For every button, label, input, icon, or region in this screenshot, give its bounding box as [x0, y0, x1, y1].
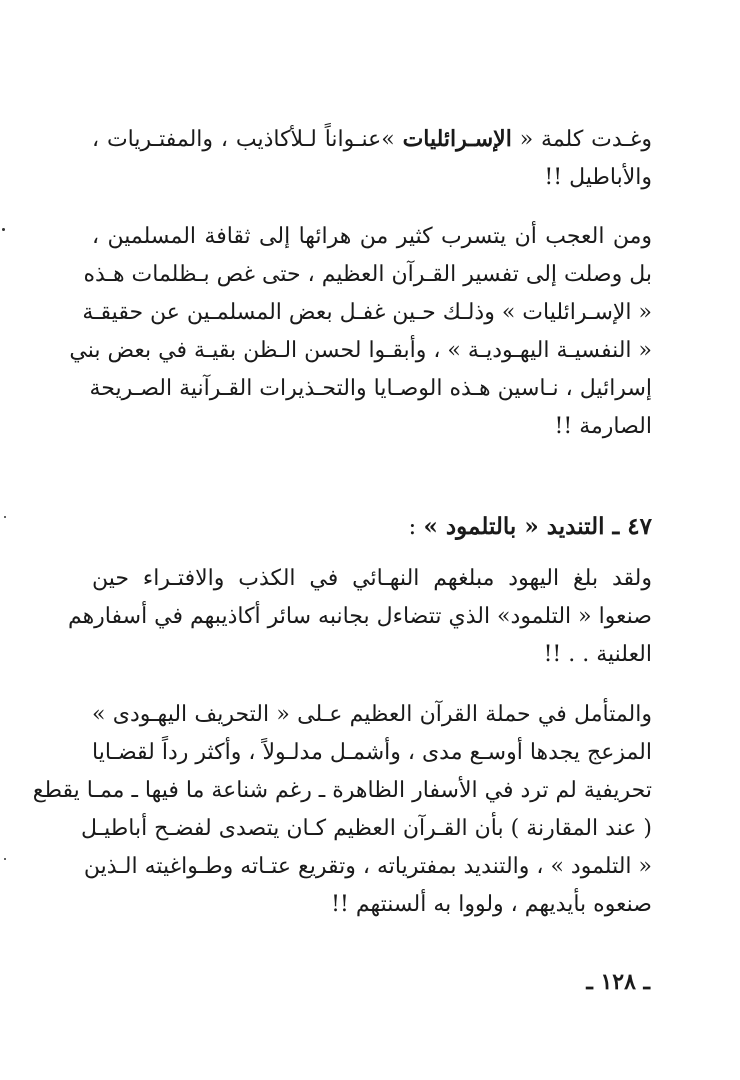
paragraph-3-line: ولقد بلغ اليهود مبلغهم النهـائي في الكذب والافتـراء حين [92, 566, 652, 591]
paragraph-1-line-1 [92, 120, 652, 159]
paragraph-2-line: ومن العجب أن يتسرب كثير من هرائها إلى ثقافة المسلمين ، [92, 224, 652, 249]
scan-speck [2, 228, 5, 231]
page-number: ـ ١٢٨ ـ [586, 969, 650, 995]
paragraph-2 [69, 218, 652, 446]
scan-speck [4, 858, 6, 860]
paragraph-4 [32, 696, 652, 924]
paragraph-3 [67, 560, 652, 674]
paragraph-1-line-1-pre: وغـدت كلمة « [519, 127, 652, 152]
paragraph-1 [92, 120, 652, 197]
paragraph-2-line: إسرائيل ، نـاسين هـذه الوصـايا والتحـذيرات القـرآنية الصـريحة [89, 376, 652, 401]
section-heading [408, 510, 652, 544]
paragraph-3-line: العلنية . . !! [543, 642, 652, 667]
paragraph-4-line: والمتأمل في حملة القرآن العظيم عـلى « التحريف اليهـودى » [92, 702, 652, 727]
paragraph-4-line: صنعوه بأيديهم ، ولووا به ألسنتهم !! [331, 892, 652, 917]
paragraph-3-line: صنعوا « التلمود» الذي تتضاءل بجانبه سائر أكاذيبهم في أسفارهم [67, 604, 652, 629]
paragraph-4-line: المزعج يجدها أوسـع مدى ، وأشمـل مدلـولاً ، وأكثر رداً لقضـايا [92, 740, 652, 765]
paragraph-4-line: تحريفية لم ترد في الأسفار الظاهرة ـ رغم شناعة ما فيها ـ ممـا يقطع [32, 778, 652, 803]
paragraph-4-line: ( عند المقارنة ) بأن القـرآن العظيم كـان يتصدى لفضـح أباطيـل [81, 816, 652, 841]
paragraph-1-line-1-post: »عنـواناً لـلأكاذيب ، والمفتـريات ، [92, 127, 395, 152]
paragraph-2-line: « النفسيـة اليهـوديـة » ، وأبقـوا لحسن الـظن بقيـة في بعض بني [69, 338, 652, 363]
paragraph-2-line: « الإسـرائليات » وذلـك حـين غفـل بعض المسلمـين عن حقيقـة [82, 300, 652, 325]
paragraph-1-line-2: والأباطيل !! [544, 165, 652, 190]
scan-speck [4, 516, 6, 518]
section-heading-colon: : [408, 514, 424, 540]
paragraph-4-line: « التلمود » ، والتنديد بمفترياته ، وتقريع عتـاته وطـواغيته الـذين [83, 854, 652, 879]
section-heading-title: ٤٧ ـ التنديد « بالتلمود » [423, 513, 652, 540]
term-israiliyat: الإسـرائليات [402, 126, 512, 152]
paragraph-2-line: الصارمة !! [554, 414, 652, 439]
paragraph-2-line: بل وصلت إلى تفسير القـرآن العظيم ، حتى غص بـظلمات هـذه [83, 262, 652, 287]
